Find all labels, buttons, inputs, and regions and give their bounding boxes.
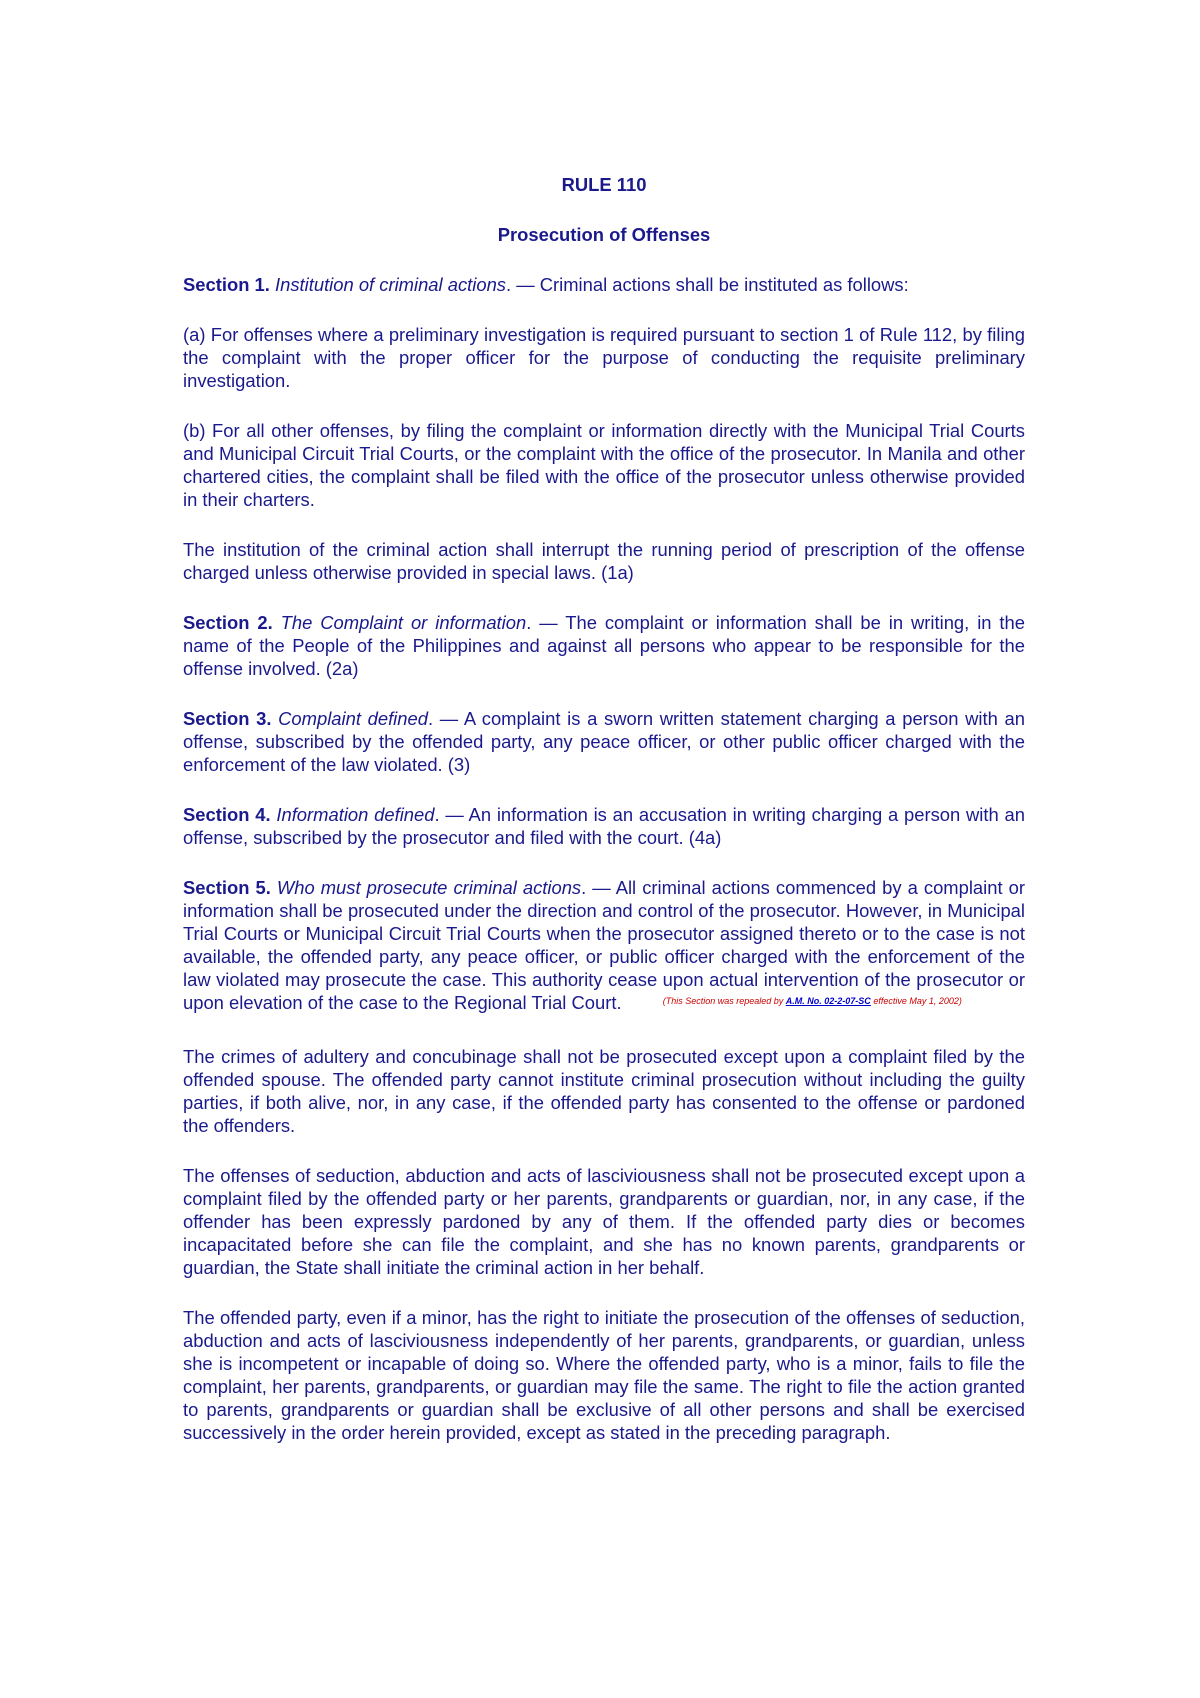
section-1-item-a: (a) For offenses where a preliminary investigation is required pursuant to section 1 of Rule 112, by filing the complaint with the proper officer for the purpose of conducting the requisite preliminary investigation.	[183, 324, 1025, 391]
section-1-label: Section 1.	[183, 274, 270, 295]
section-5-label: Section 5.	[183, 877, 271, 898]
section-1-intro-text: . — Criminal actions shall be instituted as follows:	[506, 274, 909, 295]
section-1-intro	[183, 273, 1025, 296]
repeal-note-suffix: effective May 1, 2002)	[870, 996, 962, 1006]
rule-number: RULE 110	[561, 174, 647, 195]
document-page	[183, 173, 1025, 1471]
repeal-note-link[interactable]: A.M. No. 02-2-07-SC	[785, 996, 871, 1006]
section-2-label: Section 2.	[183, 612, 273, 633]
section-2-body: . — The complaint or information shall be in writing, in the name of the People of the Philippines and against all persons who appear to be responsible for the offense involved. (2a)	[183, 612, 1025, 679]
section-3-label: Section 3.	[183, 708, 272, 729]
section-1-item-b: (b) For all other offenses, by filing the complaint or information directly with the Municipal Trial Courts and Municipal Circuit Trial Courts, or the complaint with the office of the prosecutor. In Manila and other chartered cities, the complaint shall be filed with the office of the prosecutor unless otherwise provided in their charters.	[183, 420, 1025, 510]
section-4-body: . — An information is an accusation in writing charging a person with an offense, subscribed by the prosecutor and filed with the court. (4a)	[183, 804, 1025, 848]
section-5-heading: Who must prosecute criminal actions	[276, 877, 582, 898]
rule-title: Prosecution of Offenses	[497, 224, 711, 245]
section-5	[183, 876, 1025, 1018]
section-1-closing: The institution of the criminal action shall interrupt the running period of prescription of the offense charged unless otherwise provided in special laws. (1a)	[183, 539, 1025, 583]
repeal-note-prefix: (This Section was repealed by	[662, 996, 786, 1006]
section-5-paragraph-2: The crimes of adultery and concubinage shall not be prosecuted except upon a complaint filed by the offended spouse. The offended party cannot institute criminal prosecution without including the guilty parties, if both alive, nor, in any case, if the offended party has consented to the offense or pardoned the offenders.	[183, 1046, 1025, 1136]
section-4-heading: Information defined	[276, 804, 435, 825]
section-3-heading: Complaint defined	[278, 708, 428, 729]
section-1-heading: Institution of criminal actions	[275, 274, 507, 295]
section-3	[183, 707, 1025, 776]
section-2	[183, 611, 1025, 680]
section-5-paragraph-3: The offenses of seduction, abduction and acts of lasciviousness shall not be prosecuted except upon a complaint filed by the offended party or her parents, grandparents or guardian, nor, in any case, if the offender has been expressly pardoned by any of them. If the offended party dies or becomes incapacitated before she can file the complaint, and she has no known parents, grandparents or guardian, the State shall initiate the criminal action in her behalf.	[183, 1165, 1025, 1278]
section-5-body: . — All criminal actions commenced by a complaint or information shall be prosecuted under the direction and control of the prosecutor. However, in Municipal Trial Courts or Municipal Circuit Trial Courts when the prosecutor assigned thereto or to the case is not available, the offended party, any peace officer, or public officer charged with the enforcement of the law violated may prosecute the case. This authority cease upon actual intervention of the prosecutor or upon elevation of the case to the Regional Trial Court.	[183, 877, 1025, 1013]
section-4	[183, 803, 1025, 849]
repeal-note	[663, 996, 962, 1006]
section-2-heading: The Complaint or information	[280, 612, 527, 633]
section-3-body: . — A complaint is a sworn written statement charging a person with an offense, subscribed by the offended party, any peace officer, or other public officer charged with the enforcement of the law violated. (3)	[183, 708, 1025, 775]
section-4-label: Section 4.	[183, 804, 271, 825]
section-5-paragraph-4: The offended party, even if a minor, has the right to initiate the prosecution of the offenses of seduction, abduction and acts of lasciviousness independently of her parents, grandparents, or guardian, unless she is incompetent or incapable of doing so. Where the offended party, who is a minor, fails to file the complaint, her parents, grandparents, or guardian may file the same. The right to file the action granted to parents, grandparents or guardian shall be exclusive of all other persons and shall be exercised successively in the order herein provided, except as stated in the preceding paragraph.	[183, 1307, 1025, 1443]
